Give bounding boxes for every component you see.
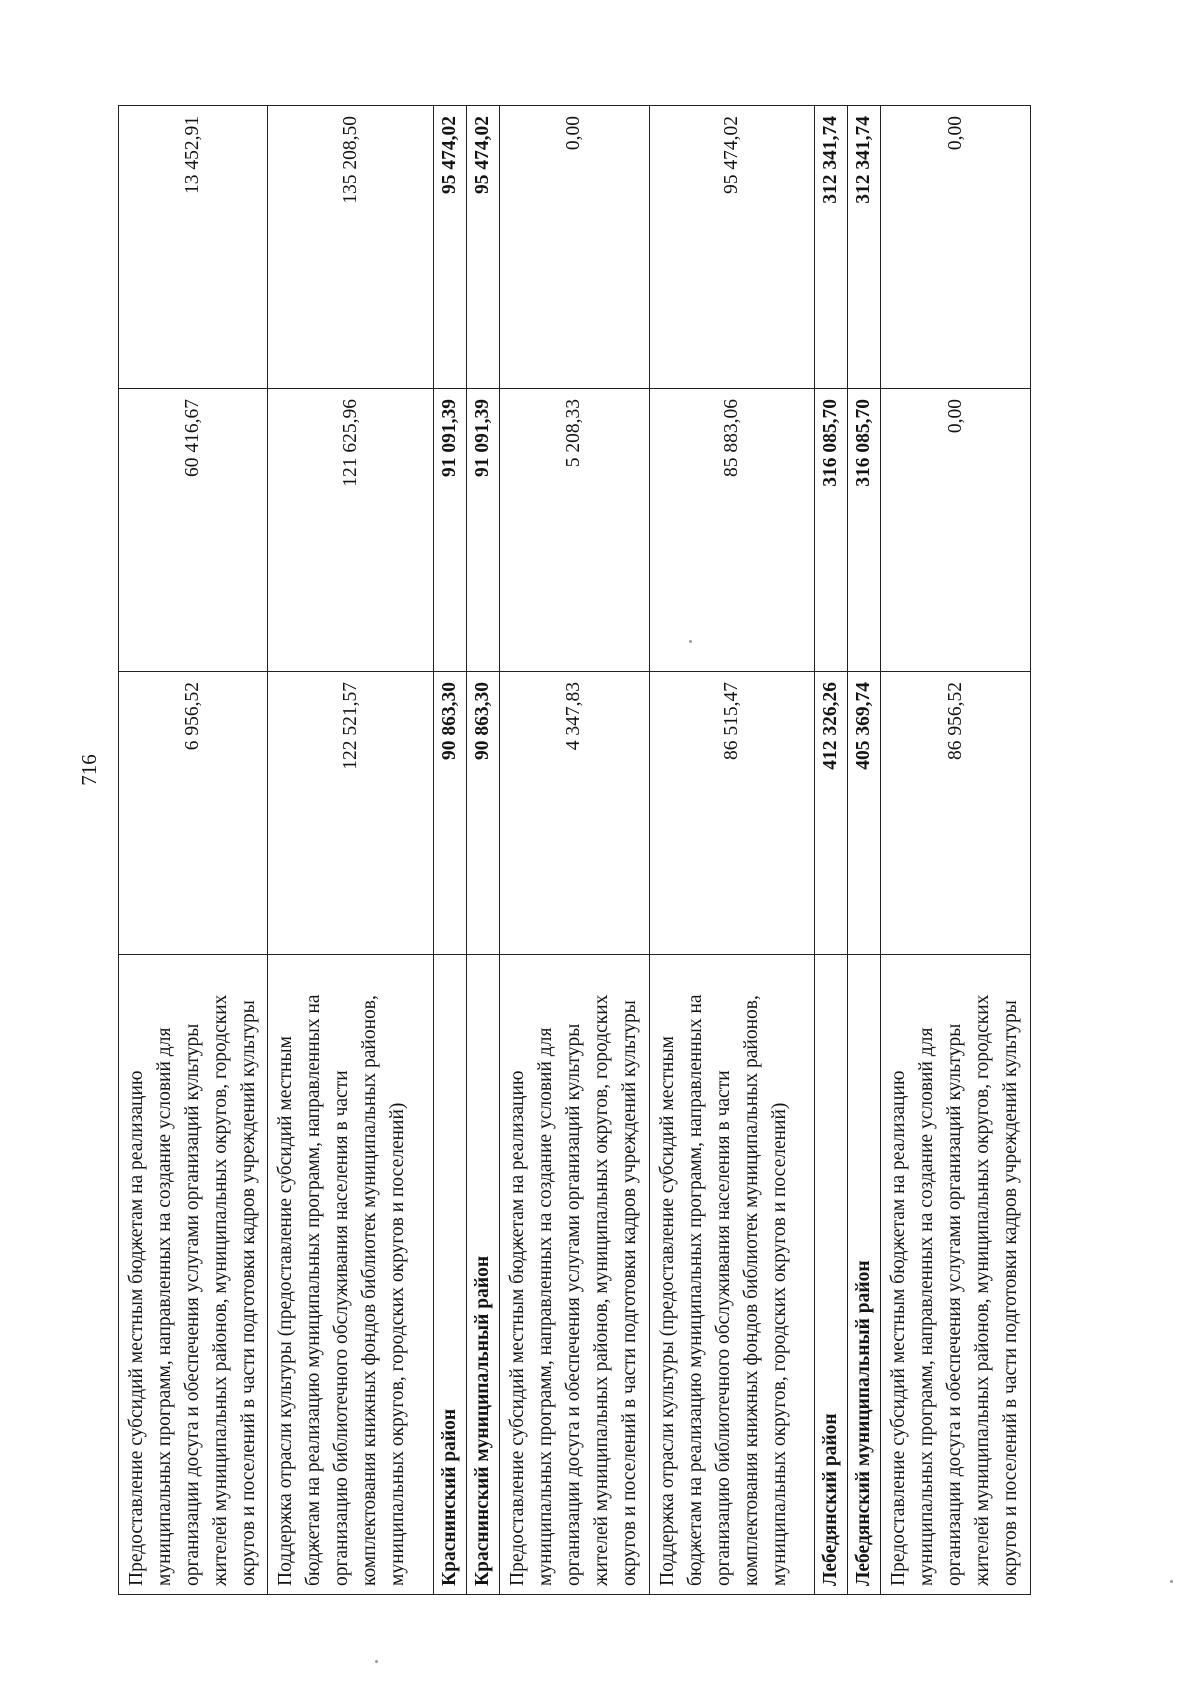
row-value-3: 312 341,74 (815, 106, 848, 389)
row-description: Предоставление субсидий местным бюджетам на реализацию муниципальных программ, направленных на создание условий для организации досуга и обеспечения услугами организаций культуры жителей муниципальных районов, муниципальных округов, городских округов и поселений в части подготовки кадров учреждений культуры (500, 955, 649, 1595)
row-value-1: 4 347,83 (500, 672, 649, 955)
row-description: Предоставление субсидий местным бюджетам на реализацию муниципальных программ, направленных на создание условий для организации досуга и обеспечения услугами организаций культуры жителей муниципальных районов, муниципальных округов, городских округов и поселений в части подготовки кадров учреждений культуры (881, 955, 1031, 1595)
table-row-district-total (815, 106, 848, 1595)
row-value-2: 316 085,70 (815, 389, 848, 672)
row-value-2: 91 091,39 (467, 389, 500, 672)
table-row-municipal-total (848, 106, 881, 1595)
row-value-2: 60 416,67 (119, 389, 268, 672)
row-value-3: 0,00 (500, 106, 649, 389)
row-value-3: 95 474,02 (467, 106, 500, 389)
table-row-district-total (434, 106, 467, 1595)
row-value-1: 412 326,26 (815, 672, 848, 955)
table-row (881, 106, 1031, 1595)
row-value-3: 312 341,74 (848, 106, 881, 389)
table-row-municipal-total (467, 106, 500, 1595)
row-value-1: 90 863,30 (434, 672, 467, 955)
row-description: Лебедянский район (815, 955, 848, 1595)
budget-table (118, 105, 1031, 1595)
row-description: Поддержка отрасли культуры (предоставление субсидий местным бюджетам на реализацию муниципальных программ, направленных на организацию библиотечного обслуживания населения в части комплектования книжных фондов библиотек муниципальных районов, муниципальных округов, городских округов и поселений) (268, 955, 434, 1595)
row-value-2: 316 085,70 (848, 389, 881, 672)
row-value-3: 13 452,91 (119, 106, 268, 389)
table-row (649, 106, 815, 1595)
row-value-1: 6 956,52 (119, 672, 268, 955)
table-row (268, 106, 434, 1595)
row-value-2: 85 883,06 (649, 389, 815, 672)
row-value-2: 5 208,33 (500, 389, 649, 672)
table-row (500, 106, 649, 1595)
row-description: Краснинский район (434, 955, 467, 1595)
row-description: Поддержка отрасли культуры (предоставление субсидий местным бюджетам на реализацию муниципальных программ, направленных на организацию библиотечного обслуживания населения в части комплектования книжных фондов библиотек муниципальных районов, муниципальных округов, городских округов и поселений) (649, 955, 815, 1595)
budget-table-rotated (118, 106, 1031, 1595)
row-description: Предоставление субсидий местным бюджетам на реализацию муниципальных программ, направленных на создание условий для организации досуга и обеспечения услугами организаций культуры жителей муниципальных районов, муниципальных округов, городских округов и поселений в части подготовки кадров учреждений культуры (119, 955, 268, 1595)
row-value-3: 95 474,02 (649, 106, 815, 389)
scan-speck (1170, 1580, 1173, 1583)
scan-speck (689, 640, 692, 643)
row-value-1: 86 956,52 (881, 672, 1031, 955)
page-number: 716 (77, 754, 101, 786)
table-row (119, 106, 268, 1595)
row-value-3: 95 474,02 (434, 106, 467, 389)
row-value-1: 405 369,74 (848, 672, 881, 955)
scan-speck (375, 1660, 378, 1663)
row-value-3: 0,00 (881, 106, 1031, 389)
row-description: Краснинский муниципальный район (467, 955, 500, 1595)
row-value-2: 0,00 (881, 389, 1031, 672)
row-value-1: 90 863,30 (467, 672, 500, 955)
row-value-3: 135 208,50 (268, 106, 434, 389)
row-value-1: 86 515,47 (649, 672, 815, 955)
row-value-2: 91 091,39 (434, 389, 467, 672)
row-value-1: 122 521,57 (268, 672, 434, 955)
row-description: Лебедянский муниципальный район (848, 955, 881, 1595)
row-value-2: 121 625,96 (268, 389, 434, 672)
